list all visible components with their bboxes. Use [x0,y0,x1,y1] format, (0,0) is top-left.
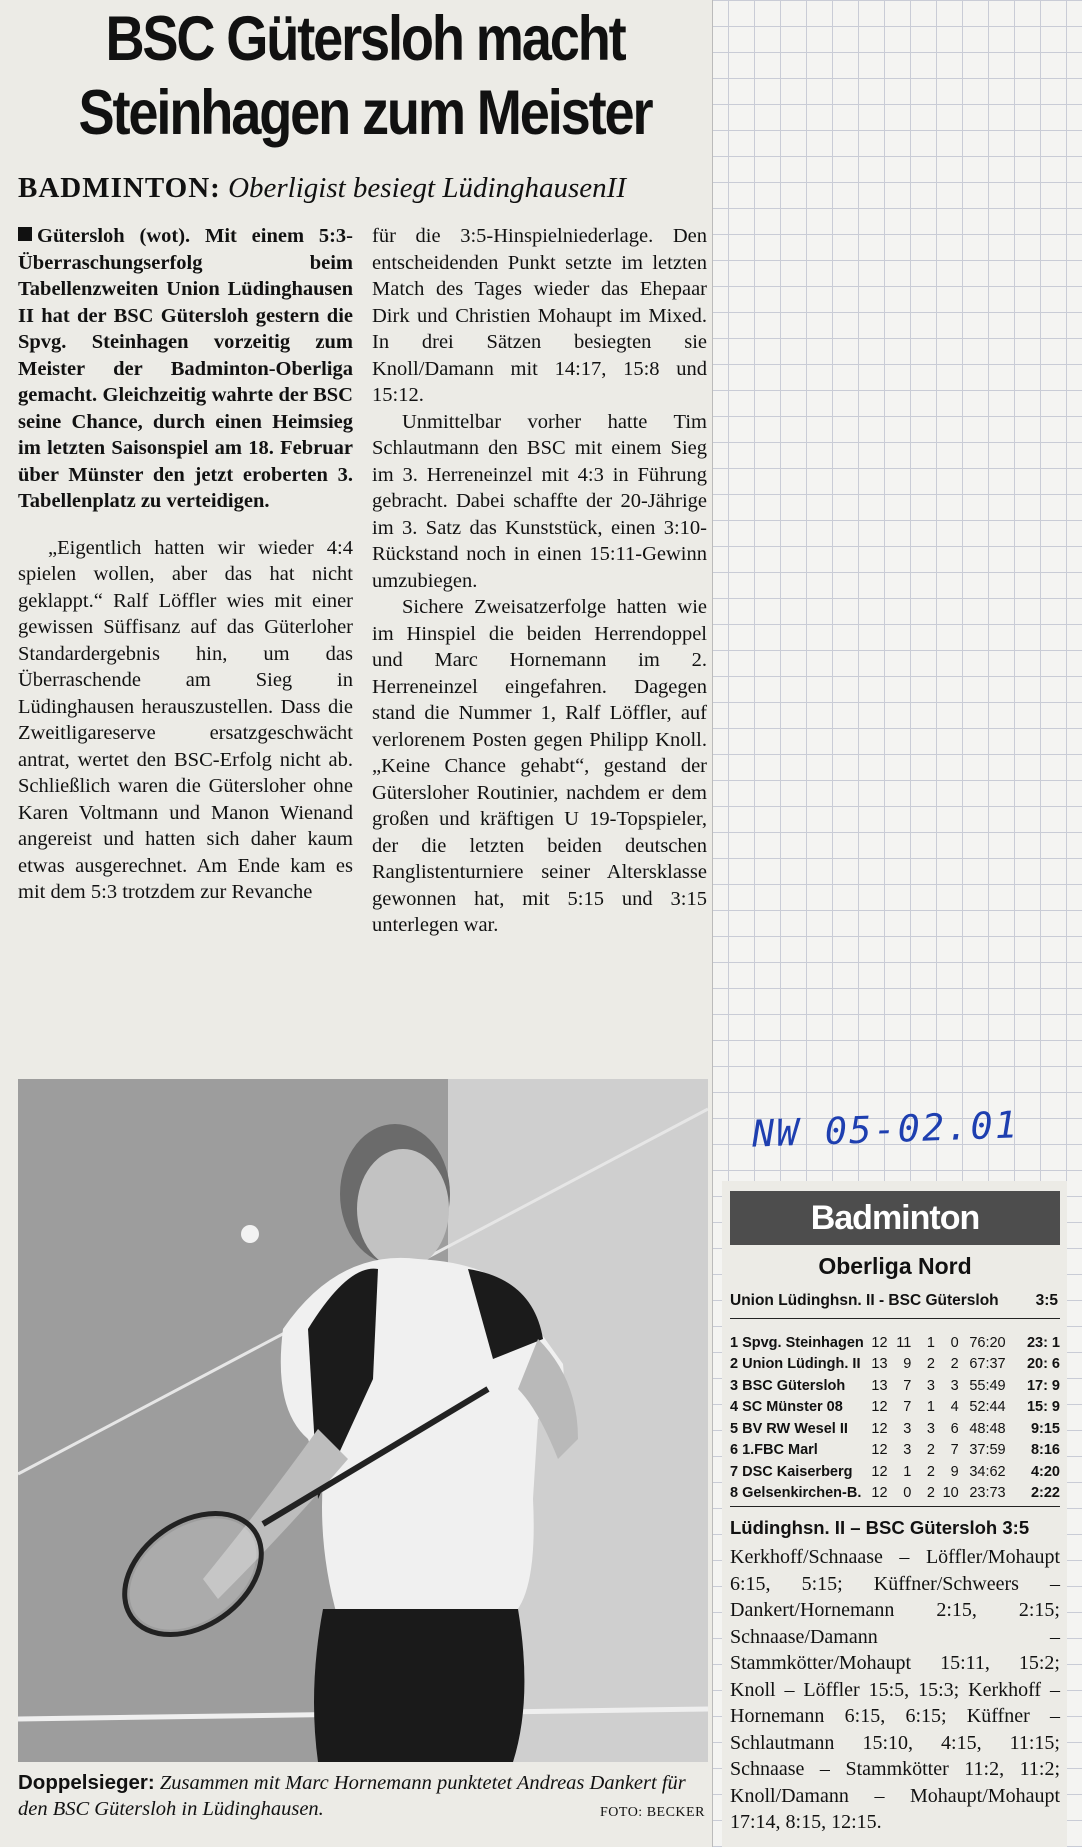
team-name: 1 Spvg. Steinhagen [730,1334,864,1351]
shuttlecock [241,1225,259,1243]
played: 12 [871,1485,888,1502]
table-row [730,1397,1060,1419]
played: 12 [871,1334,888,1351]
square-bullet-icon [18,227,32,241]
drawn: 2 [926,1356,935,1373]
games: 52:44 [969,1399,1006,1416]
team-name: 7 DSC Kaiserberg [730,1463,853,1480]
lost: 2 [950,1356,959,1373]
caption-text: Zusammen mit Marc Hornemann punktetet Andreas Dankert für den BSC Gütersloh in Lüdinghausen. [18,1772,686,1820]
headline-line-1: BSC Gütersloh macht [105,4,625,74]
table-row [730,1354,1060,1376]
lost: 10 [942,1485,959,1502]
games: 34:62 [969,1463,1006,1480]
standings-table [730,1332,1060,1504]
won: 1 [903,1463,912,1480]
match-label: Union Lüdinghsn. II - BSC Gütersloh [730,1292,999,1309]
team-name: 5 BV RW Wesel II [730,1420,848,1437]
games: 67:37 [969,1356,1006,1373]
won: 11 [896,1334,912,1351]
lost: 4 [950,1399,959,1416]
lead-paragraph [18,223,353,515]
body-paragraph: „Eigentlich hatten wir wieder 4:4 spielen wollen, aber das hat nicht geklappt.“ Ralf Löffler wies mit einer gewissen Süffisanz auf das Güterloher Standardergebnis hin, um das Überraschende am Sieg in Lüdinghausen herauszustellen. Dass die Zweitligareserve ersatzgeschwächt antrat, wertet den BSC-Erfolg nicht ab. Schließlich waren die Gütersloher ohne Karen Voltmann und Manon Wienand angereist und hatten sich daher kaum etwas ausgerechnet. Am Ende kam es mit dem 5:3 trotzdem zur Revanche [18,536,353,903]
article-column-left [18,223,353,906]
team-name: 6 1.FBC Marl [730,1442,818,1459]
played: 12 [871,1399,888,1416]
drawn: 1 [926,1334,935,1351]
lost: 3 [950,1377,959,1394]
lost: 6 [950,1420,959,1437]
table-row [730,1461,1060,1483]
games: 55:49 [969,1377,1006,1394]
subheadline-text: Oberligist besiegt LüdinghausenII [228,172,626,204]
drawn: 2 [926,1442,935,1459]
games: 37:59 [969,1442,1006,1459]
points: 20: 6 [1026,1356,1060,1373]
won: 7 [903,1399,912,1416]
match-score: 3:5 [1035,1292,1058,1309]
points: 8:16 [1030,1442,1060,1459]
played: 13 [871,1356,888,1373]
match-details-text: Kerkhoff/Schnaase – Löffler/Mohaupt 6:15, 5:15; Küffner/Schweers – Dankert/Hornemann 2:15, 2:15; Schnaase/Damann – Stammkötter/Mohaupt 15:11, 15:2; Knoll – Löffler 15:5, 15:3; Kerkhoff – Hornemann 6:15, 6:15; Küffner – Schlautmann 15:10, 4:15, 11:15; Schnaase – Stammkötter 11:2, 11:2; Knoll/Damann – Mohaupt/Mohaupt 17:14, 8:15, 12:15. [730,1546,1060,1833]
handwritten-date-stamp: NW 05-02.01 [751,1103,1020,1156]
points: 23: 1 [1026,1334,1060,1351]
match-result-row [730,1292,1060,1319]
table-row [730,1483,1060,1505]
games: 76:20 [969,1334,1006,1351]
table-row [730,1418,1060,1440]
points: 2:22 [1030,1485,1060,1502]
lost: 9 [950,1463,959,1480]
body-paragraph: Unmittelbar vorher hatte Tim Schlautmann den BSC mit einem Sieg im 3. Herreneinzel mit 4:3 in Führung gebracht. Dabei schaffte der 20-Jährige im 3. Satz das Kunststück, einen 3:10-Rückstand noch in einen 15:11-Gewinn umzubiegen. [372,410,707,592]
team-name: 3 BSC Gütersloh [730,1377,846,1394]
won: 3 [903,1442,912,1459]
won: 9 [903,1356,912,1373]
team-name: 4 SC Münster 08 [730,1399,843,1416]
played: 13 [871,1377,888,1394]
match-details-header: Lüdinghsn. II – BSC Gütersloh 3:5 [730,1517,1030,1538]
played: 12 [871,1442,888,1459]
league-title: Oberliga Nord [818,1253,972,1279]
drawn: 2 [926,1463,935,1480]
points: 4:20 [1030,1463,1060,1480]
points: 15: 9 [1026,1399,1060,1416]
caption-label: Doppelsieger: [18,1771,155,1794]
drawn: 3 [926,1377,935,1394]
won: 0 [903,1485,912,1502]
team-name: 8 Gelsenkirchen-B. [730,1485,862,1502]
drawn: 2 [926,1485,935,1502]
table-divider [730,1506,1060,1507]
played: 12 [871,1463,888,1480]
article-column-right [372,223,707,939]
body-paragraph: für die 3:5-Hinspielniederlage. Den entscheidenden Punkt setzte im letzten Match des Tages wieder das Ehepaar Dirk und Christien Mohaupt im Mixed. In drei Sätzen besiegten sie Knoll/Damann mit 14:17, 15:8 und 15:12. [372,225,707,406]
subheadline [18,172,708,205]
played: 12 [871,1420,888,1437]
points: 9:15 [1030,1420,1060,1437]
won: 7 [903,1377,912,1394]
points: 17: 9 [1026,1377,1060,1394]
player-photo [18,1079,708,1762]
lost: 0 [950,1334,959,1351]
won: 3 [903,1420,912,1437]
body-paragraph: Sichere Zweisatzerfolge hatten wie im Hinspiel die beiden Herrendoppel und Marc Hornemann im 2. Herreneinzel eingefahren. Dagegen stand die Nummer 1, Ralf Löffler, auf verlorenem Posten gegen Philipp Knoll. „Keine Chance gehabt“, gestand der Gütersloher Routinier, nachdem er dem großen und kräftigen U 19-Topspieler, der die letzten beiden deutschen Ranglistenturniere seiner Altersklasse gewonnen hat, mit 5:15 und 3:15 unterlegen war. [372,596,707,936]
headline-line-2: Steinhagen zum Meister [78,78,652,148]
drawn: 3 [926,1420,935,1437]
photo-credit: FOTO: BECKER [600,1805,705,1820]
lead-text: Gütersloh (wot). Mit einem 5:3-Überraschungserfolg beim Tabellenzweiten Union Lüdinghausen II hat der BSC Gütersloh gestern die Spvg. Steinhagen vorzeitig zum Meister der Badminton-Oberliga gemacht. Gleichzeitig wahrte der BSC seine Chance, durch einen Heimsieg im letzten Saisonspiel am 18. Februar über Münster den jetzt eroberten 3. Tabellenplatz zu verteidigen. [18,225,353,512]
games: 23:73 [969,1485,1006,1502]
team-name: 2 Union Lüdingh. II [730,1356,861,1373]
headline [68,2,661,150]
table-row [730,1332,1060,1354]
table-row [730,1440,1060,1462]
sport-banner: Badminton [730,1191,1060,1245]
table-row [730,1375,1060,1397]
lost: 7 [950,1442,959,1459]
kicker: BADMINTON: [18,172,221,204]
games: 48:48 [969,1420,1006,1437]
drawn: 1 [926,1399,935,1416]
